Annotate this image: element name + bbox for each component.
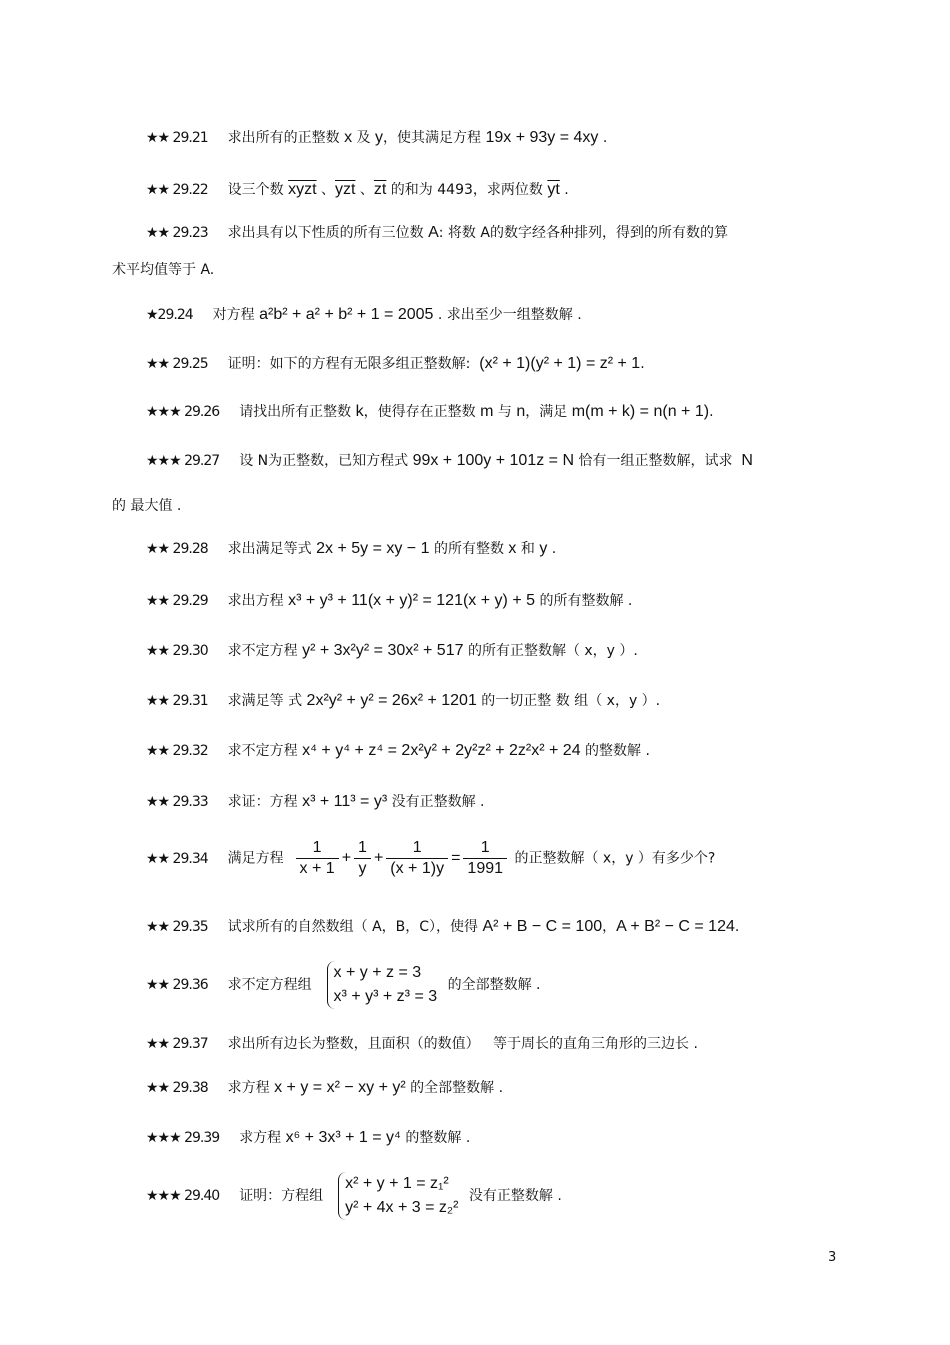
math-expr: A + B² − C = 124 [616, 918, 735, 935]
math-expr: x⁶ + 3x³ + 1 = y⁴ [285, 1129, 401, 1146]
problem-29-36 [146, 961, 846, 1009]
math-expr: y² + 3x²y² = 30x² + 517 [302, 642, 464, 659]
problem-number: ★★★ 29.39 [146, 1130, 220, 1146]
problem-29-38 [146, 1078, 846, 1098]
problem-29-32 [146, 741, 846, 761]
problem-text: . [709, 404, 714, 420]
problem-29-27-continued: 的 最大值 . [112, 498, 182, 514]
problem-text: 的所有正整数解（ x，y ）. [463, 643, 638, 659]
math-expr: A² + B − C = 100 [482, 918, 603, 935]
math-expr: y [539, 540, 548, 557]
problem-text: 求方程 [239, 1130, 286, 1146]
math-expr: x [508, 540, 517, 557]
math-expr: 2x + 5y = xy − 1 [316, 540, 430, 557]
problem-29-23-continued: 术平均值等于 A. [112, 262, 215, 278]
problem-29-26 [146, 402, 846, 422]
problem-number: ★★ 29.28 [146, 541, 208, 557]
problem-number: ★★ 29.31 [146, 693, 208, 709]
problem-text: . [559, 182, 569, 198]
problem-text: 求出方程 [227, 593, 289, 609]
plus-sign: + [373, 849, 384, 867]
fraction [296, 838, 339, 879]
problem-text: 求出所有的正整数 [227, 130, 340, 146]
problem-29-30 [146, 641, 846, 661]
math-expr: m(m + k) = n(n + 1) [571, 403, 710, 420]
problem-text: 的所有整数 [429, 541, 509, 557]
problem-text: 对方程 [212, 307, 260, 323]
equation-system [338, 1172, 458, 1220]
numerator: 1 [480, 839, 490, 856]
equation: y² + 4x + 3 = z₂² [345, 1199, 459, 1216]
math-expr: n [516, 403, 526, 420]
problem-text: 没有正整数解 . [464, 1188, 562, 1204]
problem-text: 求方程 [227, 1080, 275, 1096]
numerator: 1 [412, 839, 422, 856]
math-expr: x + y = x² − xy + y² [274, 1079, 406, 1096]
problem-text: 求证：方程 [227, 794, 303, 810]
math-expr: (x² + 1)(y² + 1) = z² + 1 [479, 355, 641, 372]
math-expr: y [375, 129, 383, 146]
problem-text: : 将数 A的数字经各种排列，得到的所有数的算 [438, 225, 728, 241]
equation: x³ + y³ + z³ = 3 [333, 988, 438, 1005]
numerator: 1 [358, 839, 367, 856]
fraction [386, 838, 448, 879]
problem-number: ★★ 29.29 [146, 593, 208, 609]
problem-text: ， [602, 919, 617, 935]
numerator: 1 [312, 839, 322, 856]
plus-sign: + [341, 849, 352, 867]
problem-number: ★★ 29.30 [146, 643, 208, 659]
denominator: 1991 [463, 858, 507, 879]
problem-number: ★★ 29.34 [146, 850, 208, 867]
problem-text: 、 [316, 182, 335, 198]
problem-29-28 [146, 539, 846, 559]
problem-29-35 [146, 917, 846, 937]
math-expr: x³ + 11³ = y³ [302, 793, 388, 810]
problem-text: 的一切正整 数 组（ x，y ）. [476, 693, 661, 709]
problem-text: . [640, 356, 645, 372]
problem-number: ★★ 29.37 [146, 1036, 208, 1052]
problem-text: 的所有整数解 . [535, 593, 633, 609]
problem-text: . [734, 919, 740, 935]
problem-29-29 [146, 591, 846, 611]
problem-text: . [547, 541, 557, 557]
problem-number: ★★ 29.36 [146, 977, 208, 993]
fraction [463, 838, 507, 879]
problem-text: 的和为 4493，求两位数 [386, 182, 548, 198]
math-expr: xyzt [288, 181, 317, 198]
math-expr: N [741, 452, 753, 469]
math-expr: $\overline{zt}$ [373, 181, 387, 198]
problem-text: 没有正整数解 . [387, 794, 485, 810]
problem-text: . [598, 130, 608, 146]
problem-number: ★★ 29.33 [146, 794, 208, 810]
problem-29-23 [146, 223, 846, 243]
problem-number: ★★★ 29.26 [146, 404, 220, 420]
math-expr: 2x²y² + y² = 26x² + 1201 [306, 692, 477, 709]
problem-text: 设 N为正整数，已知方程式 [239, 453, 413, 469]
problem-number: ★★ 29.32 [146, 743, 208, 759]
problem-text: ，使得存在正整数 [363, 404, 481, 420]
problem-text: ，满足 [525, 404, 572, 420]
math-expr: m [480, 403, 494, 420]
problem-text: 及 [352, 130, 375, 146]
problem-text: 的正整数解（ x，y ）有多少个? [510, 850, 716, 867]
problem-29-31 [146, 691, 846, 711]
problem-text: ，使其满足方程 [383, 130, 486, 146]
problem-29-21 [146, 128, 846, 148]
problem-number: ★★ 29.21 [146, 130, 208, 146]
math-expr: k [355, 403, 364, 420]
problem-29-33 [146, 792, 846, 812]
problem-text: 求出具有以下性质的所有三位数 [227, 225, 424, 241]
page-number: 3 [828, 1250, 837, 1265]
math-expr: 99x + 100y + 101z = N [412, 452, 575, 469]
math-expr: x³ + y³ + 11(x + y)² = 121(x + y) + 5 [288, 592, 535, 609]
problem-text: 求满足等 式 [227, 693, 307, 709]
problem-text: 的全部整数解 . [405, 1080, 504, 1096]
math-expr: $\overline{yt}$ [547, 181, 560, 198]
problem-number: ★★ 29.23 [146, 225, 208, 241]
problem-number: ★★ 29.25 [146, 356, 208, 372]
problem-number: ★29.24 [146, 307, 193, 323]
fraction [354, 838, 371, 879]
problem-29-37 [146, 1034, 846, 1054]
problem-29-25 [146, 354, 846, 374]
problem-29-27 [146, 451, 846, 471]
problem-text: 求出所有边长为整数，且面积（的数值） 等于周长的直角三角形的三边长 . [227, 1036, 698, 1052]
problem-number: ★★ 29.35 [146, 919, 208, 935]
problem-text: 的全部整数解 . [443, 977, 541, 993]
denominator: x + 1 [296, 858, 339, 879]
equation: x + y + z = 3 [333, 964, 422, 981]
problem-text: 求不定方程 [227, 743, 303, 759]
math-expr: 19x + 93y = 4xy [485, 129, 599, 146]
problem-text: 设三个数 [227, 182, 289, 198]
math-expr: x [344, 129, 353, 146]
problem-29-40 [146, 1172, 846, 1220]
denominator: (x + 1)y [386, 858, 448, 879]
problem-29-22 [146, 180, 846, 200]
problem-text: 与 [493, 404, 517, 420]
problem-number: ★★ 29.22 [146, 182, 208, 198]
problem-text: 证明：如下的方程有无限多组正整数解: [227, 356, 475, 372]
problem-text: 和 [516, 541, 540, 557]
problem-text: . 求出至少一组整数解 . [433, 307, 582, 323]
math-expr: A [428, 224, 439, 241]
problem-text: 求出满足等式 [227, 541, 317, 557]
problem-number: ★★★ 29.40 [146, 1188, 220, 1204]
denominator: y [354, 858, 371, 879]
problem-number: ★★ 29.38 [146, 1080, 208, 1096]
problem-text: 求不定方程 [227, 643, 303, 659]
problem-29-24 [146, 305, 846, 325]
problem-text: 请找出所有正整数 [239, 404, 356, 420]
math-expr: a²b² + a² + b² + 1 = 2005 [259, 306, 434, 323]
problem-text: 满足方程 [227, 850, 289, 867]
math-expr: $\overline{yzt}$ [335, 181, 356, 198]
math-expr: x⁴ + y⁴ + z⁴ = 2x²y² + 2y²z² + 2z²x² + 24 [302, 742, 581, 759]
equation: x² + y + 1 = z₁² [345, 1175, 449, 1192]
problem-text: 、 [355, 182, 374, 198]
problem-29-39 [146, 1128, 846, 1148]
problem-number: ★★★ 29.27 [146, 453, 220, 469]
problem-text: 试求所有的自然数组（ A，B，C），使得 [227, 919, 483, 935]
problem-text: 的整数解 . [580, 743, 650, 759]
problem-29-34 [146, 838, 846, 879]
problem-text: 恰有一组正整数解，试求 [574, 453, 737, 469]
problem-text: 求不定方程组 [227, 977, 317, 993]
equation-system [327, 961, 438, 1009]
equals-sign: = [451, 849, 461, 867]
problem-text: 证明：方程组 [239, 1188, 328, 1204]
problem-text: 的整数解 . [400, 1130, 471, 1146]
